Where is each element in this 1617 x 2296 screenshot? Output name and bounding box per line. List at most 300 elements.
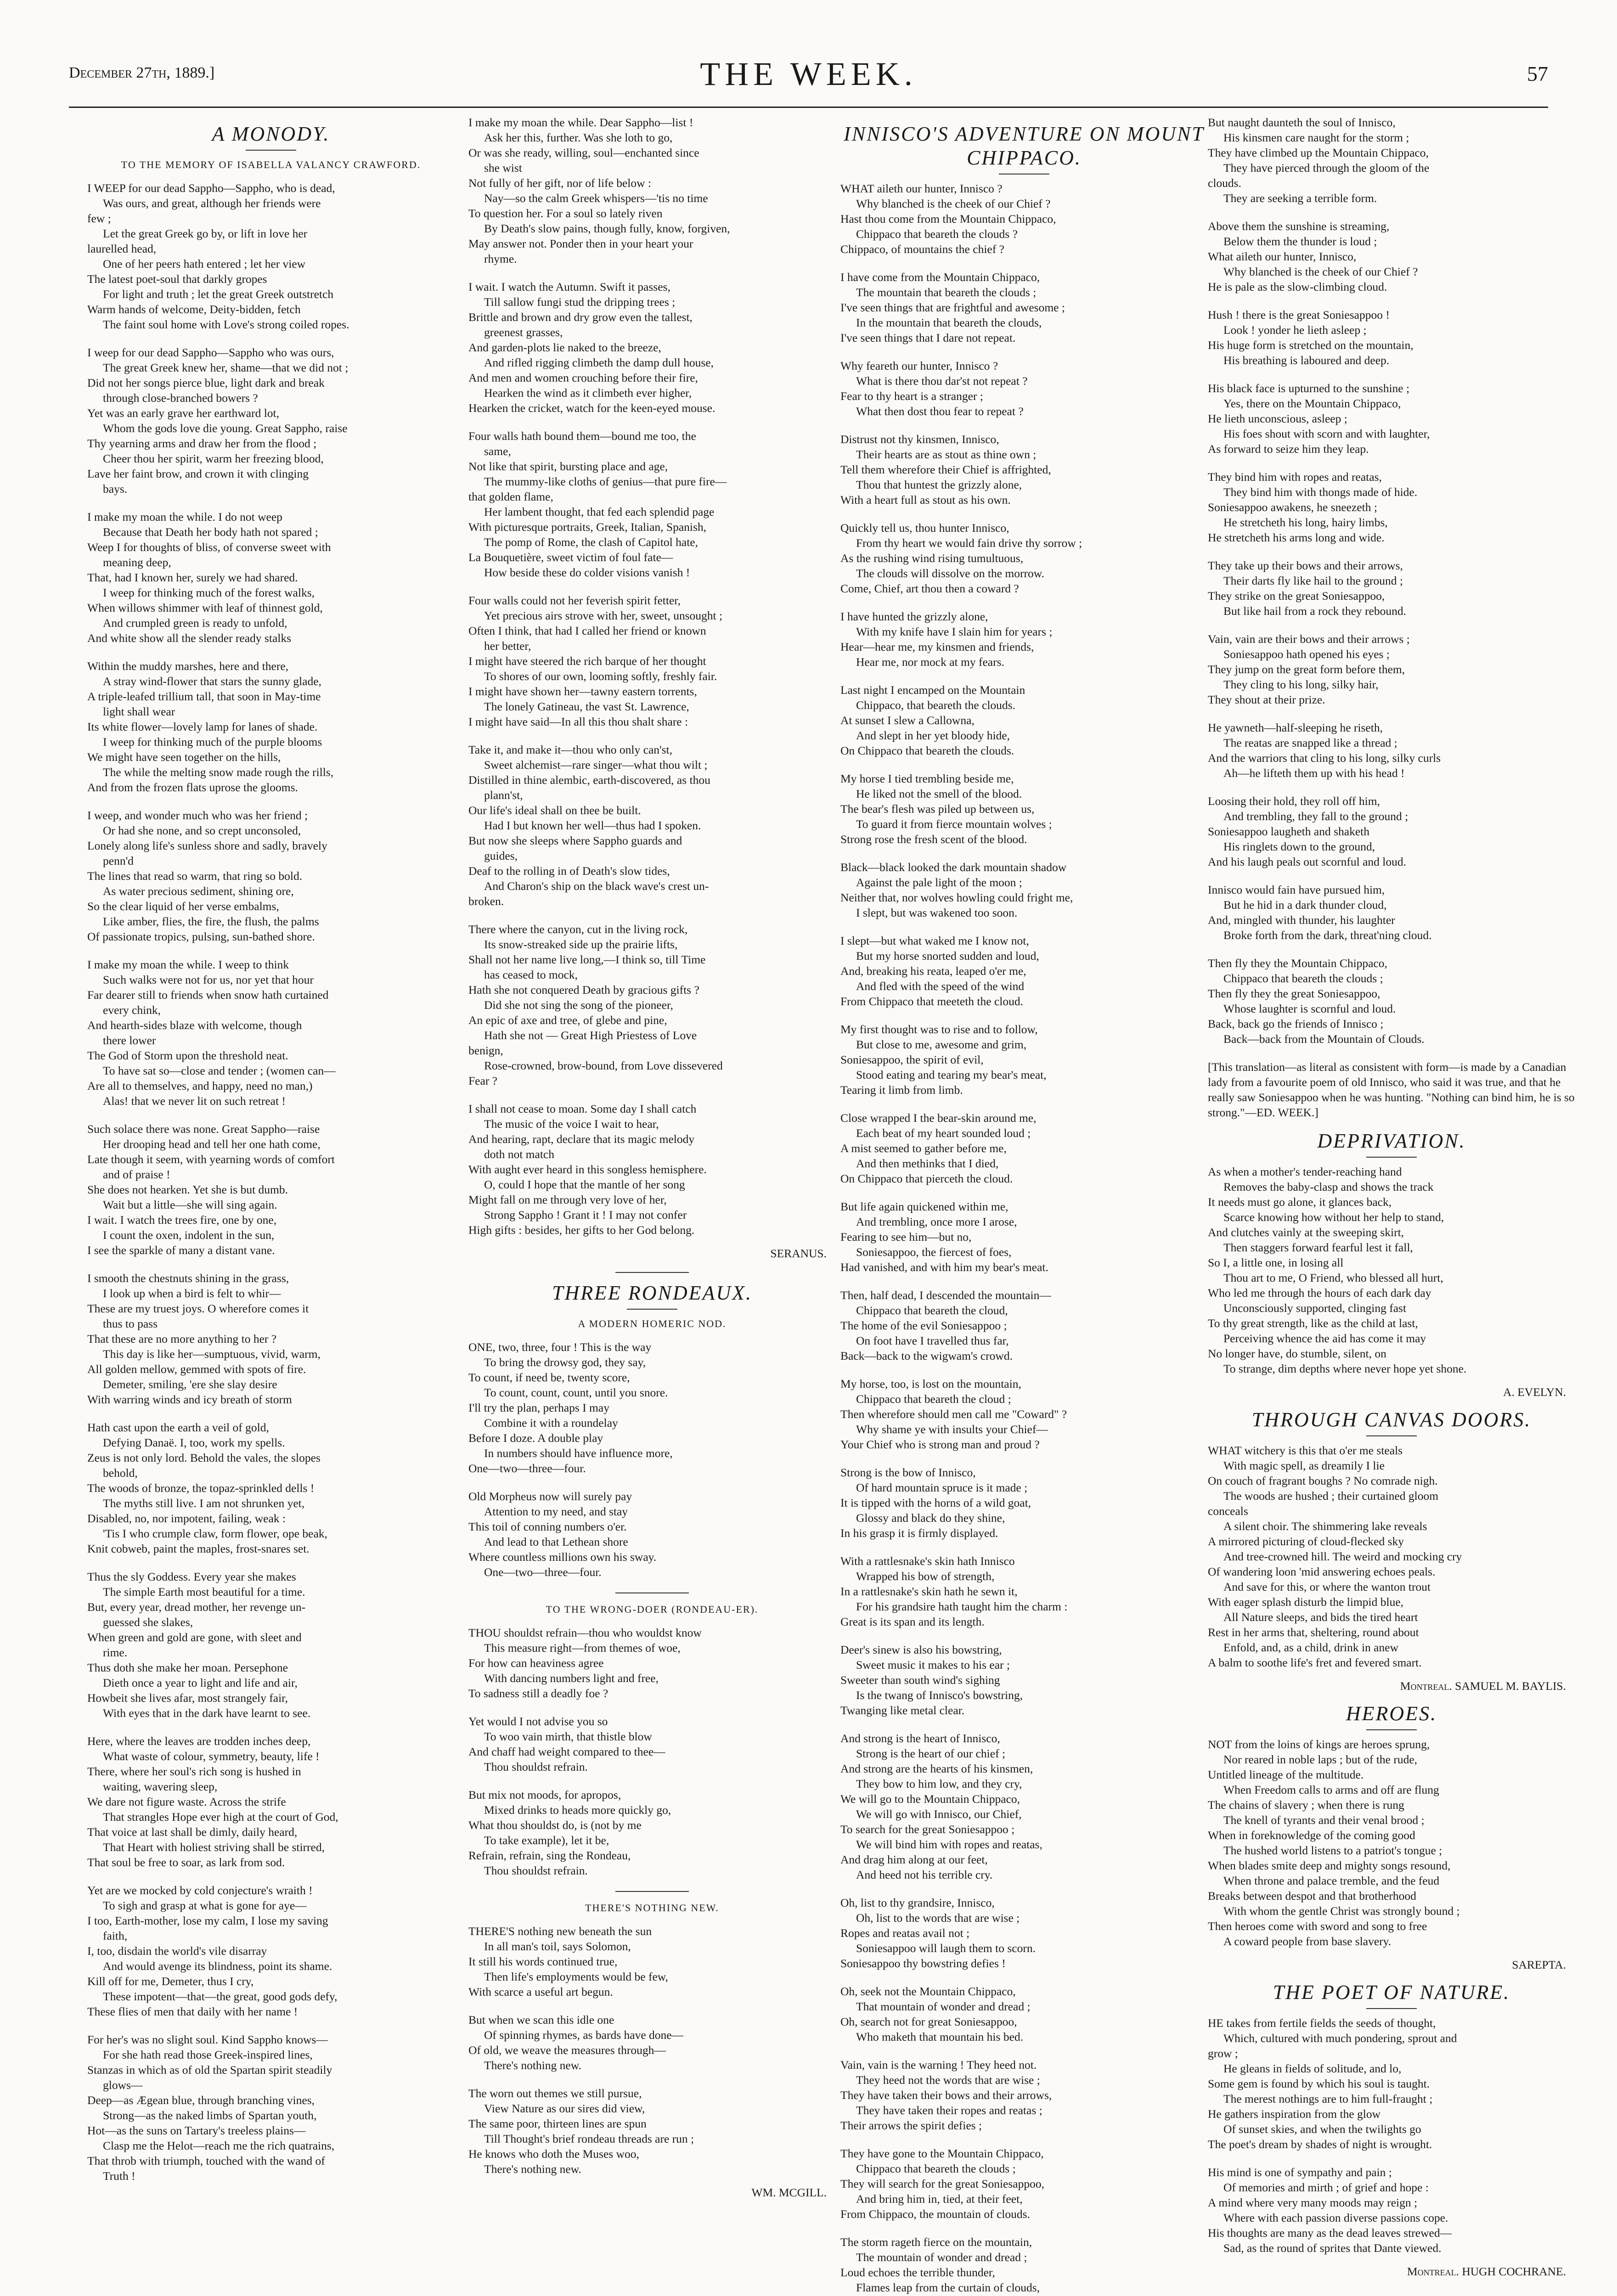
verse-line: NOT from the loins of kings are heroes sprung, <box>1208 1738 1430 1751</box>
verse-line: These are my truest joys. O wherefore comes it <box>87 1302 309 1315</box>
verse-line: Where with each passion diverse passions cope. <box>1223 2211 1448 2224</box>
verse-line: That, had I known her, surely we had shared. <box>87 571 298 584</box>
verse-line: Four walls could not her feverish spirit fetter, <box>468 594 681 607</box>
verse-line: The lines that read so warm, that ring so bold. <box>87 869 303 883</box>
verse-line: she wist <box>484 161 522 174</box>
verse-line: THOU shouldst refrain—thou who wouldst know <box>468 1626 702 1639</box>
verse-line: Whom the gods love die young. Great Sappho, raise <box>103 422 348 435</box>
verse-line: The mountain of wonder and dread ; <box>856 2251 1027 2264</box>
verse-line: Sweet music it makes to his ear ; <box>856 1658 1010 1671</box>
verse-line: Of sunset skies, and when the twilights go <box>1223 2122 1421 2136</box>
verse-line: With eager splash disturb the limpid blue, <box>1208 1595 1404 1609</box>
verse-line: To guard it from fierce mountain wolves ; <box>856 817 1052 831</box>
verse-line: His mind is one of sympathy and pain ; <box>1208 2166 1392 2179</box>
verse-line: They jump on the great form before them, <box>1208 663 1405 676</box>
verse-line: And save for this, or where the wanton trout <box>1223 1580 1431 1593</box>
verse-line: O, could I hope that the mantle of her song <box>484 1178 685 1191</box>
verse-line: Tearing it limb from limb. <box>840 1083 963 1097</box>
verse-line: Thus the sly Goddess. Every year she makes <box>87 1570 296 1583</box>
verse-line: Sweet alchemist—rare singer—what thou wilt ; <box>484 758 708 771</box>
verse-line: Wait but a little—she will sing again. <box>103 1198 277 1211</box>
verse-line: The bear's flesh was piled up between us, <box>840 802 1035 816</box>
verse-line: Brittle and brown and dry grow even the tallest, <box>468 310 693 324</box>
title-rule <box>246 150 296 151</box>
stanza <box>840 1376 1208 1452</box>
editor-note: [This translation—as literal as consistent with form—is made by a Canadian lady from a favourite poem of old Innisco, who said it was true, and that he really saw Soniesappoo when he was hunting. "Nothing can bind him, he is so strong."—ED. WEEK.] <box>1208 1060 1575 1119</box>
verse-line: Why blanched is the cheek of our Chief ? <box>856 197 1051 210</box>
verse-line: He lieth unconscious, asleep ; <box>1208 412 1347 425</box>
stanza <box>87 1569 455 1721</box>
verse-line: Then fly they the Mountain Chippaco, <box>1208 957 1387 970</box>
verse-line: On Chippaco that beareth the clouds. <box>840 744 1014 757</box>
verse-line: An epic of axe and tree, of glebe and pine, <box>468 1013 667 1027</box>
stanza <box>1208 219 1575 294</box>
verse-line: Deaf to the rolling in of Death's slow tides, <box>468 864 670 878</box>
verse-line: Innisco would fain have pursued him, <box>1208 883 1385 896</box>
verse-line: Their arrows the spirit defies ; <box>840 2119 982 2132</box>
verse-line: To search for the great Soniesappoo ; <box>840 1823 1015 1836</box>
verse-line: I have come from the Mountain Chippaco, <box>840 270 1040 284</box>
stanza <box>1208 115 1575 206</box>
stanza <box>840 1642 1208 1718</box>
verse-line: Above them the sunshine is streaming, <box>1208 219 1390 233</box>
verse-line: Look ! yonder he lieth asleep ; <box>1223 323 1367 337</box>
verse-line: Against the pale light of the moon ; <box>856 876 1022 889</box>
verse-line: It needs must go alone, it glances back, <box>1208 1195 1392 1209</box>
verse-line: Lave her faint brow, and crown it with clinging <box>87 467 309 480</box>
verse-line: They bind him with ropes and reatas, <box>1208 470 1382 484</box>
verse-line: I WEEP for our dead Sappho—Sappho, who is dead, <box>87 181 335 195</box>
verse-line: To take example), let it be, <box>484 1834 609 1847</box>
author-signature: Montreal. HUGH COCHRANE. <box>1407 2265 1566 2278</box>
verse-line: Had vanished, and with him my bear's meat. <box>840 1261 1048 1274</box>
stanza <box>1208 956 1575 1047</box>
verse-line: Your Chief who is strong man and proud ? <box>840 1438 1040 1451</box>
verse-line: On couch of fragrant boughs ? No comrade nigh. <box>1208 1474 1438 1487</box>
stanza <box>840 1895 1208 1971</box>
verse-line: The chains of slavery ; when there is rung <box>1208 1798 1404 1812</box>
verse-line: They are seeking a terrible form. <box>1223 191 1377 205</box>
verse-line: I wait. I watch the trees fire, one by one, <box>87 1213 277 1227</box>
verse-line: On Chippaco that pierceth the cloud. <box>840 1172 1013 1185</box>
stanza <box>468 1924 836 1999</box>
verse-line: few ; <box>87 212 111 225</box>
verse-line: When blades smite deep and mighty songs resound, <box>1208 1859 1451 1872</box>
verse-line: Vain, vain are their bows and their arrows ; <box>1208 632 1410 646</box>
verse-line: Below them the thunder is loud ; <box>1223 235 1377 248</box>
verse-line: And heed not his terrible cry. <box>856 1868 993 1881</box>
verse-line: As forward to seize him they leap. <box>1208 442 1369 456</box>
verse-line: Thou art to me, O Friend, who blessed all hurt, <box>1223 1271 1443 1284</box>
verse-line: Or was she ready, willing, soul—enchanted since <box>468 146 699 159</box>
verse-line: ONE, two, three, four ! This is the way <box>468 1340 652 1354</box>
verse-line: Chippaco that beareth the clouds ? <box>856 227 1018 241</box>
stanza <box>840 609 1208 670</box>
verse-line: same, <box>484 445 511 458</box>
verse-line: Chippaco, of mountains the chief ? <box>840 242 1004 256</box>
verse-line: In his grasp it is firmly displayed. <box>840 1526 998 1540</box>
verse-line: Demeter, smiling, 'ere she slay desire <box>103 1378 277 1391</box>
verse-line: From Chippaco, the mountain of clouds. <box>840 2207 1030 2221</box>
verse-line: With my knife have I slain him for years ; <box>856 625 1053 638</box>
verse-line: Scarce knowing how without her help to stand, <box>1223 1210 1444 1224</box>
verse-line: clouds. <box>1208 176 1241 190</box>
verse-line: They take up their bows and their arrows, <box>1208 559 1403 572</box>
verse-line: This toil of conning numbers o'er. <box>468 1520 627 1533</box>
author-signature: A. EVELYN. <box>1503 1385 1566 1399</box>
verse-line: 'Tis I who crumple claw, form flower, ope beak, <box>103 1527 327 1540</box>
verse-line: Like amber, flies, the fire, the flush, the palms <box>103 915 319 928</box>
verse-line: How beside these do colder visions vanish ! <box>484 566 690 579</box>
verse-line: It still his words continued true, <box>468 1955 618 1968</box>
verse-line: A mirrored picturing of cloud-flecked sky <box>1208 1535 1404 1548</box>
verse-line: In all man's toil, says Solomon, <box>484 1940 631 1953</box>
stanza <box>1208 469 1575 545</box>
verse-line: Not fully of her gift, nor of life below : <box>468 176 651 190</box>
verse-line: All Nature sleeps, and bids the tired heart <box>1223 1610 1418 1624</box>
verse-line: I see the sparkle of many a distant vane. <box>87 1244 275 1257</box>
poem-title: THE POET OF NATURE. <box>1273 1981 1510 2003</box>
verse-line: When Freedom calls to arms and off are flung <box>1223 1783 1439 1796</box>
verse-line: Its snow-streaked side up the prairie lifts, <box>484 938 678 951</box>
verse-line: Deer's sinew is also his bowstring, <box>840 1643 1002 1656</box>
verse-line: Soniesappoo hath opened his eyes ; <box>1223 647 1390 661</box>
verse-line: The home of the evil Soniesappoo ; <box>840 1319 1007 1332</box>
verse-line: With magic spell, as dreamily I lie <box>1223 1459 1385 1472</box>
verse-line: Truth ! <box>103 2169 135 2183</box>
verse-line: Soniesappoo laugheth and shaketh <box>1208 825 1369 838</box>
verse-line: And, mingled with thunder, his laughter <box>1208 913 1395 927</box>
verse-line: Broke forth from the dark, threat'ning cloud. <box>1223 929 1432 942</box>
verse-line: The mountain that beareth the clouds ; <box>856 286 1037 299</box>
verse-line: And from the frozen flats uprose the glooms. <box>87 781 298 794</box>
verse-line: Each beat of my heart sounded loud ; <box>856 1126 1031 1140</box>
verse-line: With eyes that in the dark have learnt to see. <box>103 1706 311 1720</box>
verse-line: But, every year, dread mother, her revenge un- <box>87 1600 306 1614</box>
verse-line: Are all to themselves, and happy, need no man,) <box>87 1079 313 1092</box>
verse-line: And hearth-sides blaze with welcome, though <box>87 1019 302 1032</box>
stanza <box>840 432 1208 507</box>
verse-line: Was ours, and great, although her friends were <box>103 197 321 210</box>
verse-line: Their darts fly like hail to the ground ; <box>1223 574 1403 587</box>
verse-line: All golden mellow, gemmed with spots of fire. <box>87 1362 306 1376</box>
stanza <box>840 1110 1208 1186</box>
verse-line: Hear—hear me, my kinsmen and friends, <box>840 640 1034 653</box>
verse-line: light shall wear <box>103 705 175 718</box>
verse-line: Old Morpheus now will surely pay <box>468 1490 632 1503</box>
stanza <box>840 771 1208 847</box>
verse-line: Clasp me the Helot—reach me the rich quatrains, <box>103 2139 335 2152</box>
stanza <box>87 1420 455 1556</box>
stanza <box>87 808 455 944</box>
author-signature: Montreal. SAMUEL M. BAYLIS. <box>1400 1679 1566 1693</box>
verse-line: doth not match <box>484 1148 554 1161</box>
verse-line: Yet are we mocked by cold conjecture's wraith ! <box>87 1884 313 1897</box>
verse-line: Soniesappoo, the fiercest of foes, <box>856 1245 1012 1259</box>
verse-line: I, too, disdain the world's vile disarray <box>87 1944 267 1958</box>
verse-line: I too, Earth-mother, lose my calm, I lose my saving <box>87 1914 328 1927</box>
verse-line: has ceased to mock, <box>484 968 578 981</box>
poem-subtitle: A MODERN HOMERIC NOD. <box>578 1318 727 1329</box>
stanza <box>840 1022 1208 1097</box>
verse-line: And trembling, they fall to the ground ; <box>1223 810 1409 823</box>
verse-line: Whose laughter is scornful and loud. <box>1223 1002 1396 1015</box>
verse-line: He is pale as the slow-climbing cloud. <box>1208 280 1387 293</box>
verse-line: Nay—so the calm Greek whispers—'tis no time <box>484 191 708 205</box>
verse-line: Rose-crowned, brow-bound, from Love dissevered <box>484 1059 723 1072</box>
stanza <box>87 509 455 646</box>
verse-line: In a rattlesnake's skin hath he sewn it, <box>840 1585 1018 1598</box>
verse-line: Nor reared in noble laps ; but of the rude, <box>1223 1753 1418 1766</box>
verse-line: When willows shimmer with leaf of thinnest gold, <box>87 601 323 614</box>
stanza <box>468 115 836 266</box>
verse-line: At sunset I slew a Callowna, <box>840 714 975 727</box>
verse-line: Some gem is found by which his soul is taught. <box>1208 2077 1430 2090</box>
verse-line: View Nature as our sires did view, <box>484 2102 645 2115</box>
verse-line: Yet precious airs strove with her, sweet, unsought ; <box>484 609 723 622</box>
verse-line: Sad, as the round of sprites that Dante viewed. <box>1223 2241 1442 2255</box>
verse-line: One—two—three—four. <box>484 1565 602 1579</box>
verse-line: And hearing, rapt, declare that its magic melody <box>468 1132 695 1146</box>
verse-line: Glossy and black do they shine, <box>856 1511 1005 1525</box>
verse-line: Back—back from the Mountain of Clouds. <box>1223 1032 1425 1046</box>
verse-line: glows— <box>103 2078 143 2092</box>
verse-line: Of memories and mirth ; of grief and hope : <box>1223 2181 1429 2194</box>
verse-line: Ropes and reatas avail not ; <box>840 1926 970 1940</box>
verse-line: For her's was no slight soul. Kind Sappho knows— <box>87 2033 328 2046</box>
verse-line: Of wandering loon 'mid answering echoes peals. <box>1208 1565 1436 1578</box>
stanza <box>1208 882 1575 943</box>
verse-line: I slept, but was wakened too soon. <box>856 906 1018 919</box>
verse-line: Hast thou come from the Mountain Chippaco, <box>840 212 1056 225</box>
stanza <box>87 2032 455 2183</box>
verse-line: The simple Earth most beautiful for a time. <box>103 1585 305 1598</box>
verse-line: Wrapped his bow of strength, <box>856 1570 995 1583</box>
title-rule <box>1366 1729 1417 1730</box>
stanza <box>1208 1737 1575 1949</box>
verse-line: The great Greek knew her, shame—that we did not ; <box>103 361 349 374</box>
verse-line: The clouds will dissolve on the morrow. <box>856 567 1044 580</box>
verse-line: To have sat so—close and tender ; (women can— <box>103 1064 336 1077</box>
verse-line: Ask her this, further. Was she loth to go, <box>484 131 673 144</box>
verse-line: Dieth once a year to light and life and air, <box>103 1676 298 1689</box>
verse-line: We will bind him with ropes and reatas, <box>856 1838 1042 1851</box>
section-rule <box>615 1272 689 1273</box>
verse-line: behold, <box>103 1466 138 1480</box>
verse-line: Hot—as the suns on Tartary's treeless plains— <box>87 2124 306 2137</box>
title-rule <box>1366 1157 1417 1158</box>
verse-line: Quickly tell us, thou hunter Innisco, <box>840 521 1009 535</box>
verse-line: Take it, and make it—thou who only can'st, <box>468 743 673 756</box>
stanza <box>840 2057 1208 2133</box>
verse-line: A balm to soothe life's fret and fevered smart. <box>1208 1656 1422 1669</box>
verse-line: I might have shown her—tawny eastern torrents, <box>468 685 697 698</box>
verse-line: rime. <box>103 1646 128 1659</box>
stanza <box>468 922 836 1088</box>
verse-line: Breaks between despot and that brotherhood <box>1208 1889 1416 1902</box>
verse-line: And drag him along at our feet, <box>840 1853 988 1866</box>
verse-line: That voice at last shall be dimly, daily heard, <box>87 1825 298 1839</box>
stanza <box>840 1984 1208 2044</box>
verse-line: Late though it seem, with yearning words of comfort <box>87 1153 335 1166</box>
verse-line: greenest grasses, <box>484 326 563 339</box>
verse-line: Chippaco, that beareth the clouds. <box>856 698 1015 712</box>
verse-line: I've seen things that I dare not repeat. <box>840 331 1016 344</box>
verse-line: With a heart full as stout as his own. <box>840 493 1011 506</box>
verse-line: I make my moan the while. Dear Sappho—list ! <box>468 116 693 129</box>
stanza <box>87 1883 455 2019</box>
verse-line: He stretcheth his arms long and wide. <box>1208 531 1385 544</box>
verse-line: Distrust not thy kinsmen, Innisco, <box>840 433 999 446</box>
verse-line: WHAT witchery is this that o'er me steals <box>1208 1444 1403 1457</box>
poem-title: THROUGH CANVAS DOORS. <box>1251 1408 1532 1431</box>
verse-line: He liked not the smell of the blood. <box>856 787 1022 800</box>
verse-line: her better, <box>484 639 531 653</box>
verse-line: Tell them wherefore their Chief is affrighted, <box>840 463 1051 476</box>
stanza <box>840 1553 1208 1629</box>
verse-line: They cling to his long, silky hair, <box>1223 678 1379 691</box>
verse-line: We will go to the Mountain Chippaco, <box>840 1792 1020 1806</box>
verse-line: Sweeter than south wind's sighing <box>840 1673 1000 1687</box>
verse-line: And chaff had weight compared to thee— <box>468 1745 665 1758</box>
verse-line: But when we scan this idle one <box>468 2013 614 2026</box>
stanza <box>468 1625 836 1701</box>
verse-line: Then wherefore should men call me "Coward" ? <box>840 1407 1067 1421</box>
verse-line: Hear me, nor mock at my fears. <box>856 655 1004 669</box>
verse-line: Such solace there was none. Great Sappho—raise <box>87 1122 320 1136</box>
verse-line: They have pierced through the gloom of the <box>1223 161 1430 174</box>
verse-line: To count, count, count, until you snore. <box>484 1386 668 1399</box>
verse-line: But mix not moods, for apropos, <box>468 1788 621 1801</box>
verse-line: Fear to thy heart is a stranger ; <box>840 389 983 403</box>
verse-line: Which, cultured with much pondering, sprout and <box>1223 2032 1457 2045</box>
verse-line: Yet was an early grave her earthward lot, <box>87 406 279 420</box>
verse-line: benign, <box>468 1044 503 1057</box>
verse-line: Strong is the bow of Innisco, <box>840 1466 976 1479</box>
verse-line: To sadness still a deadly foe ? <box>468 1687 608 1700</box>
verse-line: With aught ever heard in this songless hemisphere. <box>468 1163 707 1176</box>
verse-line: I smooth the chestnuts shining in the grass, <box>87 1272 289 1285</box>
stanza <box>87 1121 455 1258</box>
verse-line: To bring the drowsy god, they say, <box>484 1356 646 1369</box>
verse-line: They have gone to the Mountain Chippaco, <box>840 2147 1044 2160</box>
verse-line: guides, <box>484 849 518 862</box>
verse-line: They bind him with thongs made of hide. <box>1223 485 1418 499</box>
verse-line: conceals <box>1208 1504 1248 1518</box>
verse-line: Till Thought's brief rondeau threads are run ; <box>484 2132 694 2145</box>
verse-line: As the rushing wind rising tumultuous, <box>840 551 1024 565</box>
poem-title: THREE RONDEAUX. <box>552 1282 753 1304</box>
verse-line: When throne and palace tremble, and the feud <box>1223 1874 1440 1887</box>
verse-line: Why shame ye with insults your Chief— <box>856 1423 1048 1436</box>
verse-line: Or had she none, and so crept unconsoled, <box>103 824 301 837</box>
verse-line: Of hard mountain spruce is it made ; <box>856 1481 1028 1494</box>
stanza <box>840 270 1208 345</box>
verse-line: Did she not sing the song of the pioneer, <box>484 998 673 1012</box>
verse-line: Might fall on me through very love of her, <box>468 1193 667 1206</box>
verse-line: And his laugh peals out scornful and loud. <box>1208 855 1407 868</box>
verse-line: Did not her songs pierce blue, light dark and break <box>87 376 325 389</box>
verse-line: It is tipped with the horns of a wild goat, <box>840 1496 1031 1509</box>
verse-line: The mummy-like cloths of genius—that pure fire— <box>484 475 727 488</box>
verse-line: Loosing their hold, they roll off him, <box>1208 794 1380 808</box>
verse-line: Mixed drinks to heads more quickly go, <box>484 1803 671 1817</box>
verse-line: And trembling, once more I arose, <box>856 1215 1017 1228</box>
verse-line: Within the muddy marshes, here and there, <box>87 659 289 673</box>
title-rule <box>1366 1435 1417 1436</box>
verse-line: Oh, list to thy grandsire, Innisco, <box>840 1896 995 1909</box>
verse-line: He gleans in fields of solitude, and lo, <box>1223 2062 1402 2075</box>
stanza <box>468 1714 836 1774</box>
stanza <box>1208 793 1575 869</box>
verse-line: With scarce a useful art begun. <box>468 1985 613 1998</box>
verse-line: Close wrapped I the bear-skin around me, <box>840 1111 1037 1125</box>
verse-line: The latest poet-soul that darkly gropes <box>87 272 267 286</box>
verse-line: And the warriors that cling to his long, silky curls <box>1208 751 1441 765</box>
verse-line: through close-branched bowers ? <box>103 391 258 405</box>
verse-line: Flames leap from the curtain of clouds, <box>856 2281 1040 2294</box>
poem-subtitle: TO THE WRONG-DOER (RONDEAU-ER). <box>546 1604 759 1615</box>
verse-line: What waste of colour, symmetry, beauty, life ! <box>103 1750 320 1763</box>
verse-line: And white show all the slender ready stalks <box>87 631 292 645</box>
verse-line: Combine it with a roundelay <box>484 1416 618 1429</box>
section-rule <box>615 1891 689 1892</box>
verse-line: This day is like her—sumptuous, vivid, warm, <box>103 1347 321 1361</box>
verse-line: Often I think, that had I called her friend or known <box>468 624 706 637</box>
stanza <box>840 1288 1208 1363</box>
verse-line: Of passionate tropics, pulsing, sun-bathed shore. <box>87 930 315 943</box>
verse-line: So I, a little one, in losing all <box>1208 1256 1344 1269</box>
verse-line: With dancing numbers light and free, <box>484 1671 659 1685</box>
verse-line: As when a mother's tender-reaching hand <box>1208 1165 1402 1178</box>
verse-line: And bring him in, tied, at their feet, <box>856 2192 1023 2206</box>
verse-line: I make my moan the while. I weep to think <box>87 958 289 971</box>
verse-line: The pomp of Rome, the clash of Capitol hate, <box>484 535 698 549</box>
stanza <box>840 1199 1208 1275</box>
verse-line: Hush ! there is the great Soniesappoo ! <box>1208 308 1390 321</box>
verse-line: There's nothing new. <box>484 2162 581 2176</box>
author-signature: WM. MCGILL. <box>751 2186 827 2199</box>
stanza <box>1208 720 1575 781</box>
stanza <box>468 1787 836 1878</box>
verse-line: Thou shouldst refrain. <box>484 1864 588 1877</box>
verse-line: I slept—but what waked me I know not, <box>840 934 1029 947</box>
verse-line: His breathing is laboured and deep. <box>1223 354 1390 367</box>
stanza <box>840 358 1208 419</box>
verse-line: Before I doze. A double play <box>468 1431 603 1445</box>
stanza <box>1208 2015 1575 2152</box>
verse-line: His huge form is stretched on the mountain, <box>1208 338 1414 352</box>
verse-line: Where countless millions own his sway. <box>468 1550 657 1564</box>
stanza <box>87 1271 455 1407</box>
verse-line: Weep I for thoughts of bliss, of converse sweet with <box>87 540 331 554</box>
verse-line: And strong are the hearts of his kinsmen, <box>840 1762 1033 1775</box>
verse-line: We might have seen together on the hills, <box>87 750 281 764</box>
stanza <box>840 682 1208 758</box>
verse-line: The merest nothings are to him full-fraught ; <box>1223 2092 1433 2105</box>
verse-line: A mind where very many moods may reign ; <box>1208 2196 1418 2209</box>
verse-line: Perceiving whence the aid has come it may <box>1223 1332 1426 1345</box>
verse-line: Then, half dead, I descended the mountain— <box>840 1289 1051 1302</box>
verse-line: And crumpled green is ready to unfold, <box>103 616 287 630</box>
verse-line: Its white flower—lovely lamp for lanes of shade. <box>87 720 318 733</box>
stanza <box>840 1465 1208 1541</box>
verse-line: But close to me, awesome and grim, <box>856 1038 1027 1051</box>
verse-line: I might have steered the rich barque of her thought <box>468 654 706 668</box>
verse-line: Here, where the leaves are trodden inches deep, <box>87 1734 311 1748</box>
verse-line: I wait. I watch the Autumn. Swift it passes, <box>468 280 670 293</box>
verse-line: I weep for thinking much of the purple blooms <box>103 735 322 748</box>
